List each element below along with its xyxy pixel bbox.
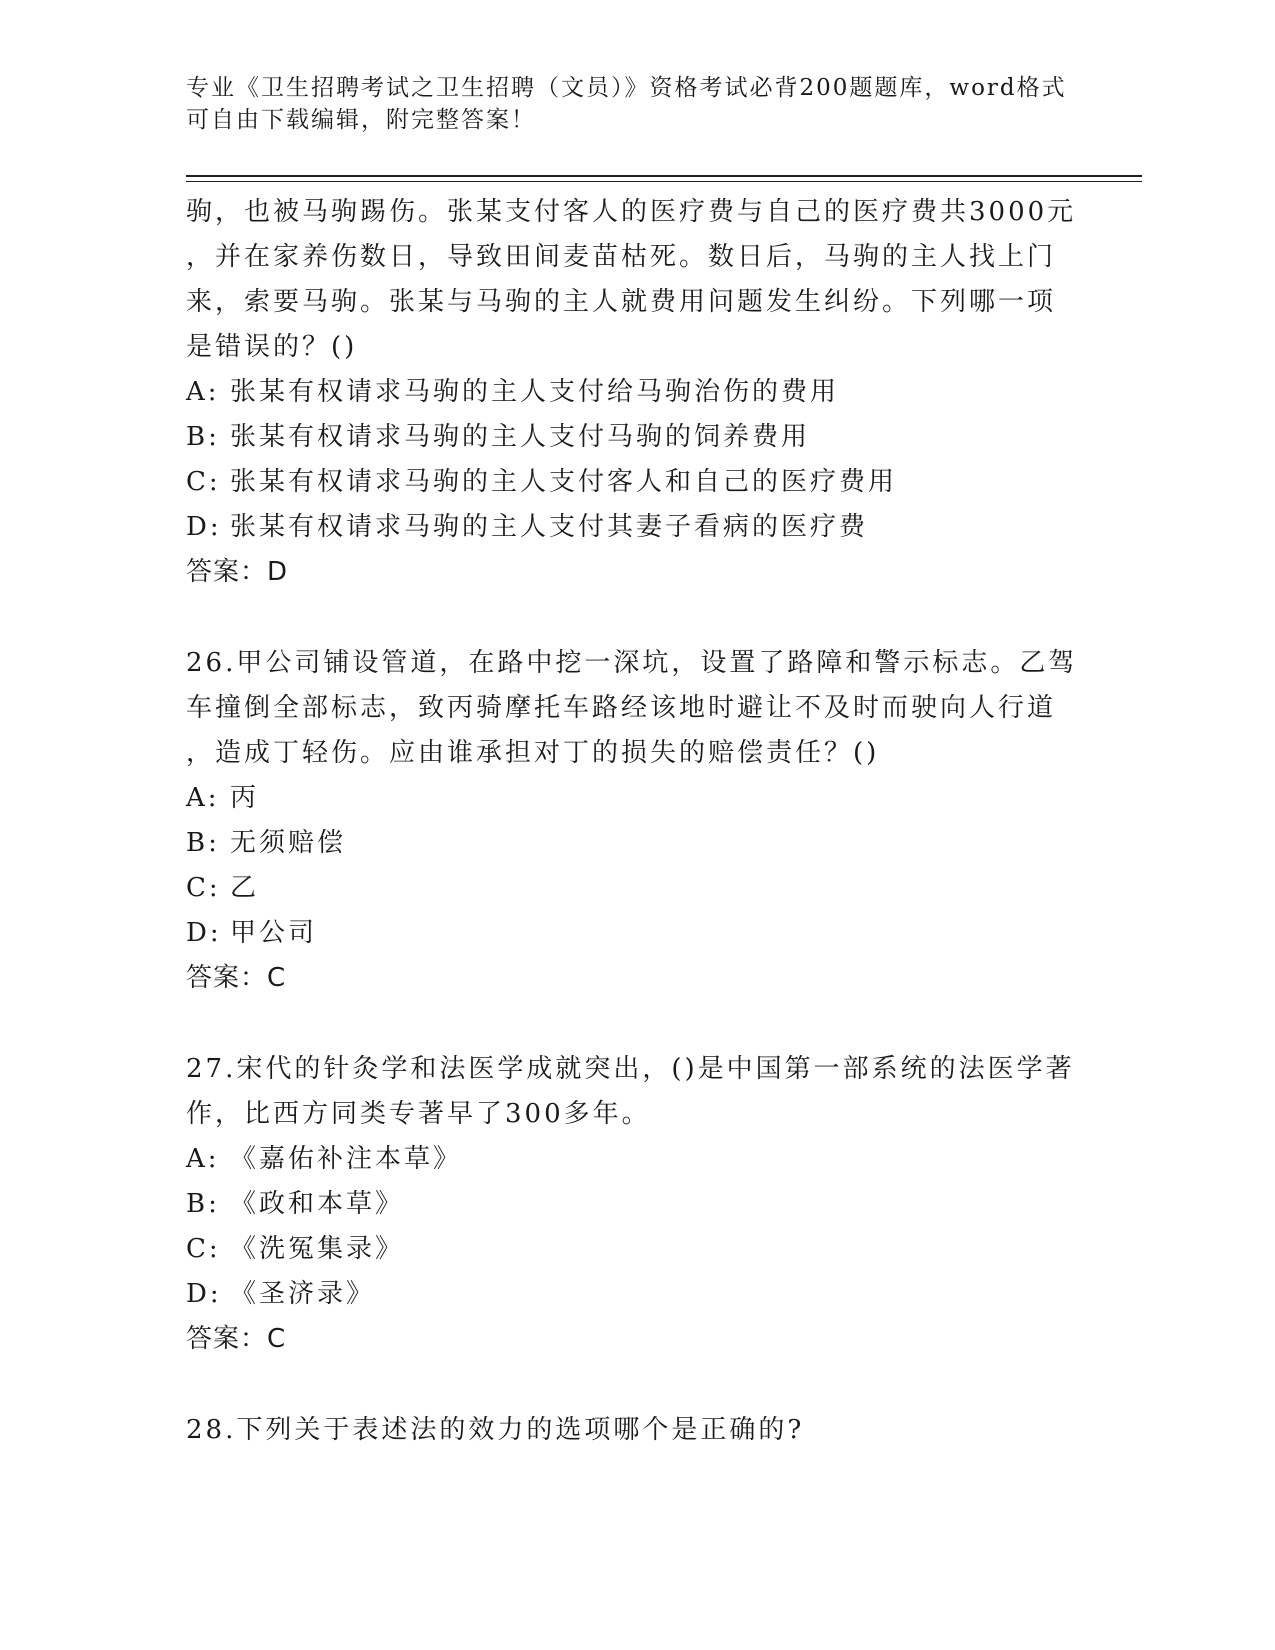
option-text: 乙 xyxy=(230,873,260,903)
option-text: 丙 xyxy=(230,783,260,813)
option-d xyxy=(186,505,1106,550)
option-text: 张某有权请求马驹的主人支付马驹的饲养费用 xyxy=(230,422,811,452)
question-stem-line: 车撞倒全部标志，致丙骑摩托车路经该地时避让不及时而驶向人行道 xyxy=(186,693,1057,723)
answer-line: 答案：C xyxy=(186,963,287,993)
question-list xyxy=(186,190,1106,1453)
question-stem-line: 是错误的？() xyxy=(186,332,358,362)
option-a xyxy=(186,1137,1106,1182)
option-a xyxy=(186,370,1106,415)
question-stem-line: 28.下列关于表述法的效力的选项哪个是正确的? xyxy=(186,1415,805,1445)
answer-line: 答案：D xyxy=(186,557,289,587)
question-stem-line: ，造成丁轻伤。应由谁承担对丁的损失的赔偿责任？() xyxy=(186,738,880,768)
question-stem-line: 驹，也被马驹踢伤。张某支付客人的医疗费与自己的医疗费共3000元 xyxy=(186,197,1077,227)
option-text: 甲公司 xyxy=(230,918,318,948)
option-text: 张某有权请求马驹的主人支付客人和自己的医疗费用 xyxy=(230,467,898,497)
option-text: 张某有权请求马驹的主人支付给马驹治伤的费用 xyxy=(230,377,840,407)
header-divider-thick xyxy=(186,175,1142,177)
option-letter: B: xyxy=(186,828,220,858)
spacer xyxy=(186,1362,1106,1408)
question-stem-line: ，并在家养伤数日，导致田间麦苗枯死。数日后，马驹的主人找上门 xyxy=(186,242,1057,272)
answer-line: 答案：C xyxy=(186,1324,287,1354)
header-divider-thin xyxy=(186,181,1142,182)
option-c xyxy=(186,460,1106,505)
option-text: 《洗冤集录》 xyxy=(230,1234,405,1264)
question-26 xyxy=(186,641,1106,1001)
option-letter: B: xyxy=(186,1189,220,1219)
option-letter: A: xyxy=(186,377,220,407)
option-letter: D: xyxy=(186,1279,222,1309)
option-letter: A: xyxy=(186,783,220,813)
question-25 xyxy=(186,190,1106,595)
question-stem-line: 26.甲公司铺设管道，在路中挖一深坑，设置了路障和警示标志。乙驾 xyxy=(186,648,1078,678)
option-letter: C: xyxy=(186,467,221,497)
option-c xyxy=(186,866,1106,911)
question-stem-line: 27.宋代的针灸学和法医学成就突出，()是中国第一部系统的法医学著 xyxy=(186,1054,1075,1084)
spacer xyxy=(186,595,1106,641)
option-text: 《嘉佑补注本草》 xyxy=(230,1144,463,1174)
option-c xyxy=(186,1227,1106,1272)
option-text: 无须赔偿 xyxy=(230,828,347,858)
option-text: 《政和本草》 xyxy=(230,1189,405,1219)
header-title-line-2: 可自由下载编辑，附完整答案！ xyxy=(186,107,536,133)
option-text: 《圣济录》 xyxy=(230,1279,376,1309)
question-27 xyxy=(186,1047,1106,1362)
option-letter: D: xyxy=(186,512,222,542)
question-stem-line: 作，比西方同类专著早了300多年。 xyxy=(186,1099,651,1129)
option-d xyxy=(186,911,1106,956)
option-letter: A: xyxy=(186,1144,220,1174)
question-28 xyxy=(186,1408,1106,1453)
option-d xyxy=(186,1272,1106,1317)
option-letter: B: xyxy=(186,422,220,452)
option-a xyxy=(186,776,1106,821)
spacer xyxy=(186,1001,1106,1047)
option-letter: C: xyxy=(186,873,221,903)
header-title-line-1: 专业《卫生招聘考试之卫生招聘（文员）》资格考试必背200题题库，word格式 xyxy=(186,75,1067,101)
option-b xyxy=(186,415,1106,460)
option-text: 张某有权请求马驹的主人支付其妻子看病的医疗费 xyxy=(230,512,869,542)
page-header xyxy=(186,72,1066,136)
option-b xyxy=(186,821,1106,866)
question-stem-line: 来，索要马驹。张某与马驹的主人就费用问题发生纠纷。下列哪一项 xyxy=(186,287,1057,317)
option-letter: D: xyxy=(186,918,222,948)
option-letter: C: xyxy=(186,1234,221,1264)
option-b xyxy=(186,1182,1106,1227)
